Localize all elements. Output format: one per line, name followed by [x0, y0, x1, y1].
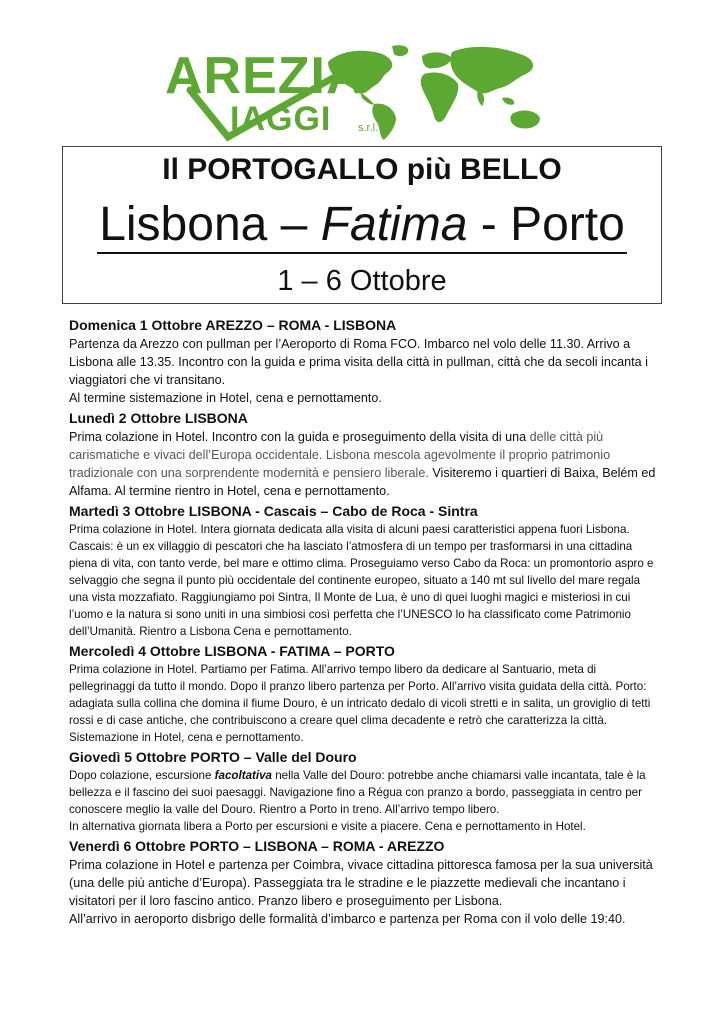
day-description [69, 767, 659, 835]
day-title: Mercoledì 4 Ottobre LISBONA - FATIMA – PORTO [69, 643, 395, 659]
day-description [69, 856, 659, 928]
day-section [69, 316, 659, 407]
day-section [69, 748, 659, 835]
day-paragraph: Dopo colazione, escursione [69, 769, 215, 782]
day-description [69, 661, 659, 746]
day-title: Lunedì 2 Ottobre LISBONA [69, 410, 248, 426]
trip-title-part1: Lisbona – [99, 198, 321, 251]
day-section [69, 409, 659, 500]
day-paragraph: Visiteremo i quartieri di Baixa, Belém ed Alfama. Al termine rientro in Hotel, cena e pernottamento. [69, 466, 656, 498]
day-paragraph: nella Valle del Douro: potrebbe anche chiamarsi valle incantata, tale è la bellezza e il fascino dei suoi paesaggi. Navigazione fino a Régua con pranzo a bordo, passeggiata in centro per conoscere meglio la valle del Douro. Rientro a Porto in treno. All’arrivo tempo libero. [69, 769, 646, 816]
day-section [69, 642, 659, 746]
day-paragraph: Partenza da Arezzo con pullman per l’Aeroporto di Roma FCO. Imbarco nel volo delle 11.30. Arrivo a Lisbona alle 13.35. Incontro con la guida e prima visita della città in pullman, città che da secoli incanta i viaggiatori che vi transitano. [69, 337, 648, 387]
trip-subtitle: Il PORTOGALLO più BELLO [162, 153, 562, 186]
title-box [62, 146, 662, 304]
day-description [69, 428, 659, 500]
logo-name-line1: AREZIA [165, 47, 365, 105]
day-paragraph-highlight: delle città più carismatiche e vivaci dell’Europa occidentale. Lisbona mescola agevolmente il proprio patrimonio tradizionale con una sorprendente modernità e pensiero liberale. [69, 430, 611, 480]
logo-suffix: s.r.l. [358, 122, 379, 134]
day-section [69, 502, 659, 640]
day-paragraph: Prima colazione in Hotel e partenza per Coimbra, vivace cittadina pittoresca famosa per la sua università (una delle più antiche d’Europa). Passeggiata tra le stradine e le piazzette medievali che incantano i visitatori per il loro fascino antico. Pranzo libero e proseguimento per Lisbona. [69, 858, 653, 908]
trip-dates: 1 – 6 Ottobre [277, 265, 447, 297]
day-description [69, 521, 659, 640]
day-title: Venerdì 6 Ottobre PORTO – LISBONA – ROMA - AREZZO [69, 838, 445, 854]
day-description [69, 335, 659, 407]
trip-title [63, 199, 661, 252]
day-title: Domenica 1 Ottobre AREZZO – ROMA - LISBONA [69, 317, 397, 333]
day-paragraph-emphasis: facoltativa [214, 769, 273, 782]
day-section [69, 837, 659, 928]
day-paragraph: In alternativa giornata libera a Porto per escursioni e visite a piacere. Cena e pernottamento in Hotel. [69, 820, 586, 833]
day-title: Martedì 3 Ottobre LISBONA - Cascais – Cabo de Roca - Sintra [69, 503, 478, 519]
day-title: Giovedì 5 Ottobre PORTO – Valle del Douro [69, 749, 357, 765]
trip-title-underlined [97, 198, 627, 254]
day-paragraph: All’arrivo in aeroporto disbrigo delle formalità d’imbarco e partenza per Roma con il volo delle 19:40. [69, 912, 626, 926]
logo-name-line2: IAGGI [230, 100, 332, 138]
trip-title-italic: Fatima [320, 198, 468, 251]
company-logo [160, 42, 570, 142]
day-paragraph: Prima colazione in Hotel. Intera giornata dedicata alla visita di alcuni paesi caratteristici appena fuori Lisbona. Cascais: è un ex villaggio di pescatori che ha lasciato l’atmosfera di un tempo per trasformarsi in una cittadina piena di vita, con tanto verde, bel mare e ottimo clima. Proseguiamo verso Cabo da Roca: un promontorio aspro e selvaggio che segna il punto più occidentale del continente europeo, situato a 140 mt sul livello del mare regala una vista mozzafiato. Raggiungiamo poi Sintra, Il Monte de Lua, è uno di quei luoghi magici e misteriosi in cui l’uomo e la natura si sono uniti in una simbiosi così perfetta che l’UNESCO lo ha classificato come Patrimonio dell’Umanità. Rientro a Lisbona Cena e pernottamento. [69, 523, 654, 638]
day-paragraph: Prima colazione in Hotel. Partiamo per Fatima. All’arrivo tempo libero da dedicare al Santuario, meta di pellegrinaggi da tutto il mondo. Dopo il pranzo libero partenza per Porto. All’arrivo visita guidata della città. Porto: adagiata sulla collina che domina il fiume Douro, è un intricato dedalo di vicoli stretti e in salita, un groviglio di tetti rossi e di case antiche, che contribuiscono a creare quel clima decadente e retrò che caratterizza la città. Sistemazione in Hotel, cena e pernottamento. [69, 663, 651, 744]
itinerary [69, 316, 659, 930]
day-paragraph: Prima colazione in Hotel. Incontro con la guida e proseguimento della visita di una [69, 430, 530, 444]
trip-title-part2: - Porto [467, 198, 625, 251]
day-paragraph: Al termine sistemazione in Hotel, cena e pernottamento. [69, 391, 382, 405]
